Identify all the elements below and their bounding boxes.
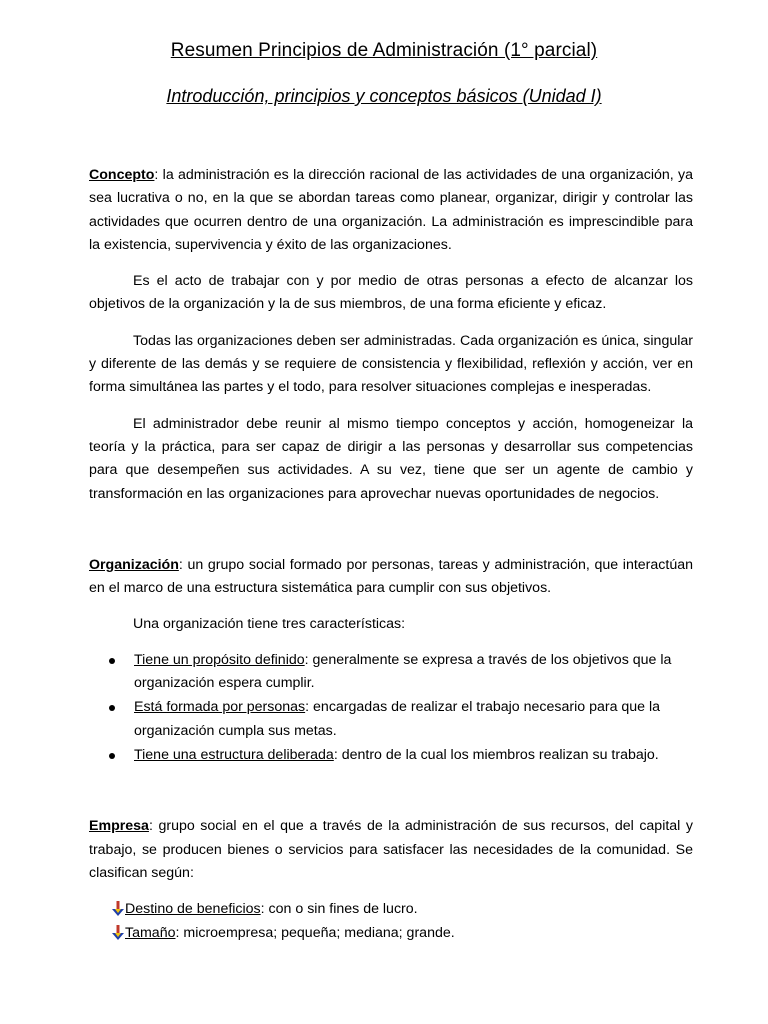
list-item	[89, 898, 693, 921]
empresa-paragraph	[89, 815, 693, 885]
list-item-label: Tiene un propósito definido	[134, 651, 305, 668]
down-arrow-bullet-icon	[112, 901, 124, 917]
list-item	[89, 696, 693, 743]
concepto-term: Concepto	[89, 167, 155, 183]
list-item-separator: :	[175, 925, 180, 942]
characteristics-list	[89, 649, 693, 767]
list-item-separator: :	[305, 699, 310, 716]
paragraph-organizaciones: Todas las organizaciones deben ser administradas. Cada organización es única, singular y diferente de las demás y se requiere de consistencia y flexibilidad, reflexión y acción, ver en forma simultánea las partes y el todo, para resolver situaciones complejas e inesperadas.	[89, 332, 693, 396]
list-item-label: Está formada por personas	[134, 699, 306, 716]
empresa-text: grupo social en el que a través de la administración de sus recursos, del capital y trabajo, se producen bienes o servicios para satisfacer las necesidades de la comunidad. Se clasifican según:	[89, 818, 693, 881]
organizacion-intro: Una organización tiene tres características:	[133, 616, 406, 633]
concepto-separator: :	[154, 167, 159, 183]
classification-list	[89, 898, 693, 946]
list-item-text: generalmente se expresa a través de los objetivos que la organización espera cumplir.	[134, 651, 672, 692]
paragraph-acto: Es el acto de trabajar con y por medio de otras personas a efecto de alcanzar los objetivos de la organización y la de sus miembros, de una forma eficiente y eficaz.	[89, 273, 693, 313]
bullet-dot-icon	[109, 658, 115, 664]
organizacion-term: Organización	[89, 556, 179, 573]
bullet-dot-icon	[109, 753, 115, 759]
paragraph-administrador: El administrador debe reunir al mismo tiempo conceptos y acción, homogeneizar la teoría y la práctica, para ser capaz de dirigir a las personas y desarrollar sus competencias para que desempeñen sus actividades. A su vez, tiene que ser un agente de cambio y transformación en las organizaciones para aprovechar nuevas oportunidades de negocios.	[89, 415, 693, 502]
empresa-separator: :	[148, 818, 153, 835]
list-item-separator: :	[260, 901, 265, 918]
concepto-text: la administración es la dirección racional de las actividades de una organización, ya sea lucrativa o no, en la que se abordan tareas como planear, organizar, dirigir y controlar las actividades que ocurren dentro de una organización. La administración es imprescindible para la existencia, supervivencia y éxito de las organizaciones.	[89, 167, 693, 253]
empresa-term: Empresa	[89, 818, 149, 835]
list-item-separator: :	[333, 746, 338, 763]
list-item-text: microempresa; pequeña; mediana; grande.	[179, 925, 455, 942]
list-item-label: Tamaño	[125, 925, 176, 942]
list-item-label: Tiene una estructura deliberada	[134, 746, 334, 763]
down-arrow-bullet-icon	[112, 925, 124, 941]
list-item	[89, 744, 693, 767]
document-subtitle: Introducción, principios y conceptos básicos (Unidad I)	[166, 86, 602, 106]
concepto-paragraph	[89, 164, 693, 257]
document-body	[89, 164, 693, 947]
organizacion-paragraph	[89, 554, 693, 601]
list-item-text: encargadas de realizar el trabajo necesario para que la organización cumpla sus metas.	[134, 699, 661, 739]
list-item-separator: :	[304, 651, 309, 668]
list-item-text: dentro de la cual los miembros realizan su trabajo.	[337, 746, 659, 763]
organizacion-separator: :	[178, 556, 183, 573]
organizacion-text: un grupo social formado por personas, tareas y administración, que interactúan en el marco de una estructura sistemática para cumplir con sus objetivos.	[89, 556, 693, 597]
list-item	[89, 649, 693, 696]
list-item-label: Destino de beneficios	[125, 901, 261, 918]
list-item-text: con o sin fines de lucro.	[264, 901, 418, 918]
bullet-dot-icon	[109, 705, 115, 711]
document-title: Resumen Principios de Administración (1° parcial)	[170, 40, 598, 61]
list-item	[89, 922, 693, 945]
